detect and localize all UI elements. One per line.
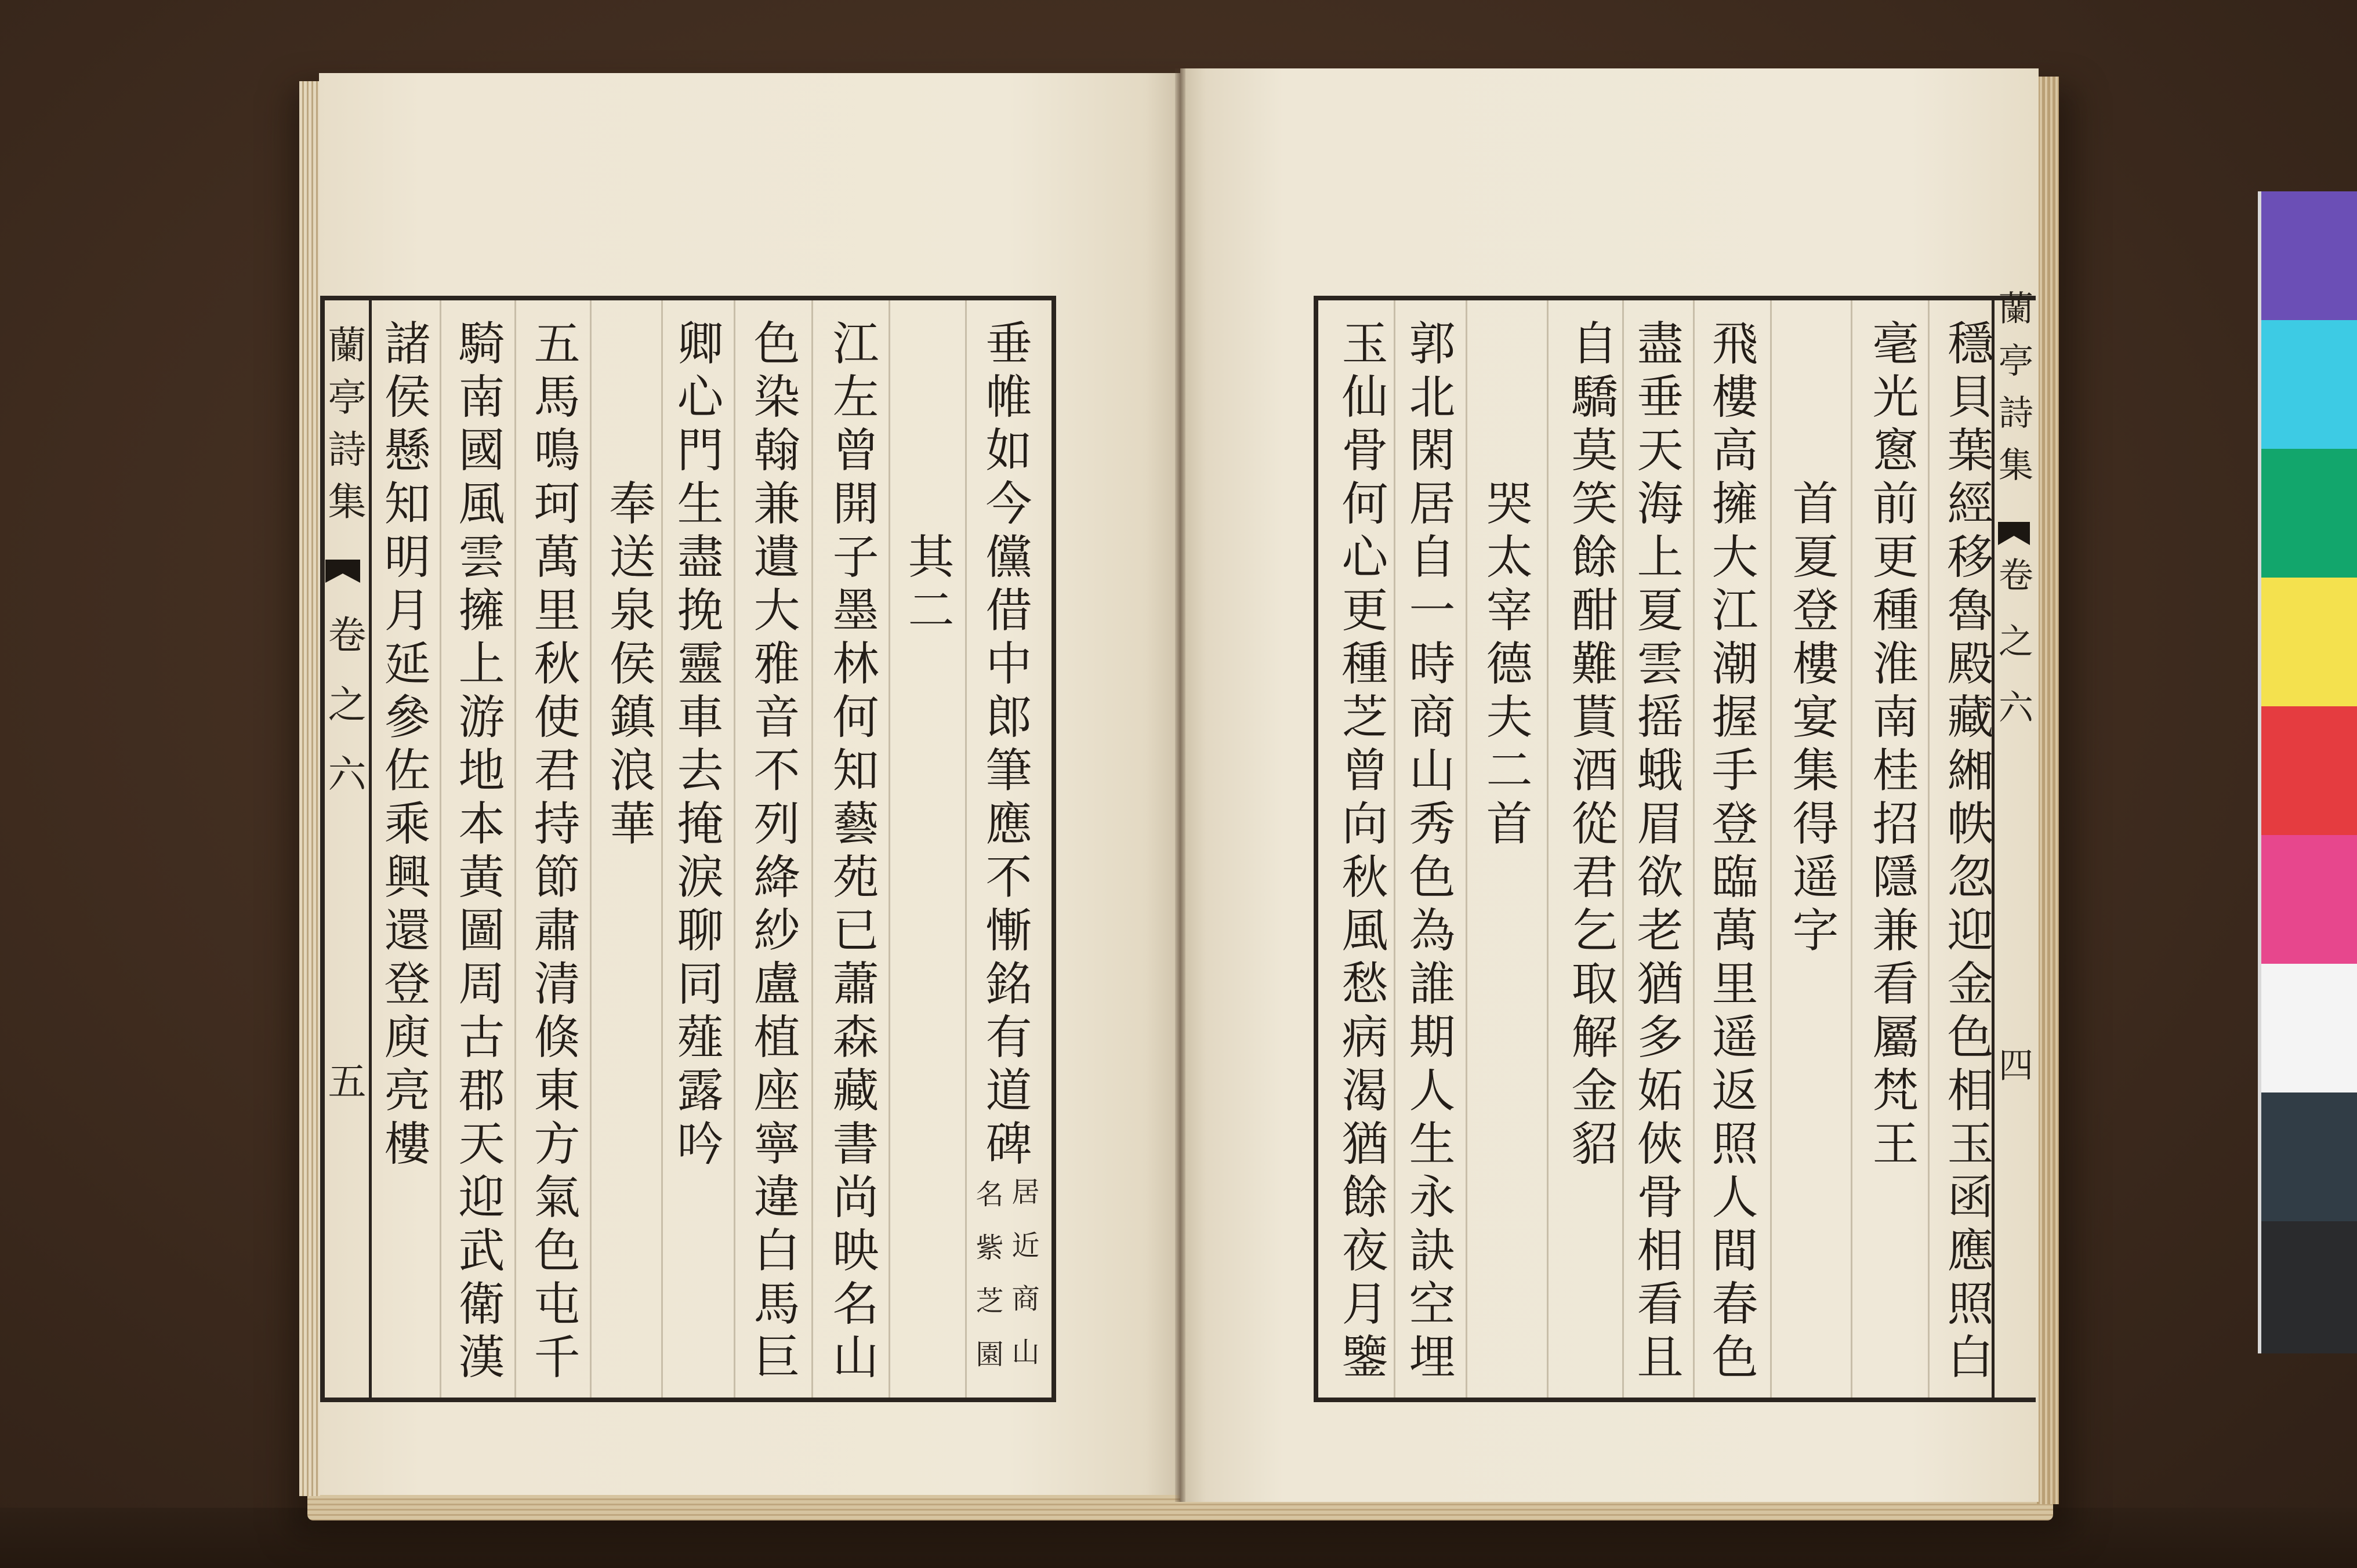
text-column: 盡垂天海上夏雲摇蛾眉欲老猶多妬俠骨相看且 (1629, 319, 1683, 1386)
column-rule (590, 300, 592, 1398)
text-column: 色染翰兼遺大雅音不列絳紗盧植座寧違白馬巨 (746, 319, 800, 1386)
column-rule (1394, 300, 1395, 1398)
right-margin-title: 蘭亭詩集 (1993, 290, 2033, 499)
right-page-number: 四 (1993, 1047, 2033, 1095)
left-page-number: 五 (321, 1061, 366, 1113)
color-patch (2261, 964, 2357, 1092)
frame-right-line (1051, 296, 1056, 1402)
text-column: 垂帷如今儻借中郎筆應不慚銘有道碑 (978, 319, 1032, 1173)
frame-top-line (1314, 296, 2036, 300)
text-column: 毫光窻前更種淮南桂招隱兼看屬梵王 (1865, 319, 1919, 1173)
annotation-column-right: 居近商山 (1007, 1177, 1039, 1391)
color-patch (2261, 706, 2357, 835)
color-patch (2261, 320, 2357, 449)
frame-left-line (1314, 296, 1318, 1402)
margin-column-rule (369, 300, 372, 1398)
text-column: 五馬鳴珂萬里秋使君持節肅清倏東方氣色屯千 (526, 319, 580, 1386)
column-rule (1693, 300, 1695, 1398)
text-column: 自驕莫笑餘酣難貰酒從君乞取解金貂 (1564, 319, 1618, 1173)
text-column: 諸侯懸知明月延參佐乘興還登庾亮樓 (376, 319, 430, 1173)
poem-title: 哭太宰德夫二首 (1478, 479, 1532, 852)
book-gutter-fold (1175, 68, 1185, 1502)
frame-bottom-line (1314, 1398, 2036, 1402)
color-patch (2261, 1092, 2357, 1221)
column-rule (1770, 300, 1772, 1398)
text-column: 郭北閑居自一時商山秀色為誰期人生永訣空埋 (1401, 319, 1455, 1386)
poem-title: 首夏登樓宴集得遥字 (1785, 479, 1839, 959)
annotation-column-left: 名紫芝園 (971, 1179, 1003, 1393)
column-rule (661, 300, 663, 1398)
color-patch (2261, 1221, 2357, 1353)
frame-bottom-line (320, 1398, 1056, 1402)
left-margin-title: 蘭亭詩集 (321, 325, 366, 533)
text-column: 騎南國風雲擁上游地本黃圖周古郡天迎武衛漢 (451, 319, 505, 1386)
page-stack-left (299, 81, 320, 1496)
frame-top-line (320, 296, 1056, 300)
column-rule (514, 300, 516, 1398)
column-rule (1547, 300, 1549, 1398)
column-rule (734, 300, 735, 1398)
text-column: 穩貝葉經移魯殿藏緗帙忽迎金色相玉函應照白 (1939, 319, 1993, 1386)
poem-title: 奉送泉侯鎮浪華 (601, 479, 655, 852)
color-patch (2261, 449, 2357, 578)
color-patch (2261, 191, 2357, 320)
column-rule (811, 300, 813, 1398)
color-calibration-strip (2258, 191, 2357, 1353)
left-margin-volume: 卷之六 (321, 615, 366, 823)
color-patch (2261, 835, 2357, 964)
page-stack-right (2037, 77, 2059, 1504)
text-column: 玉仙骨何心更種芝曾向秋風愁病渴猶餘夜月鑒 (1334, 319, 1388, 1386)
column-rule (1851, 300, 1852, 1398)
color-patch (2261, 578, 2357, 706)
column-rule (1466, 300, 1467, 1398)
column-rule (1928, 300, 1930, 1398)
column-rule (440, 300, 441, 1398)
poem-subtitle: 其二 (900, 532, 954, 639)
text-column: 江左曾開子墨林何知藝苑已蕭森藏書尚映名山 (825, 319, 879, 1386)
column-rule (889, 300, 890, 1398)
column-rule (965, 300, 967, 1398)
right-margin-volume: 卷之六 (1993, 557, 2033, 755)
text-column: 飛樓高擁大江潮握手登臨萬里遥返照人間春色 (1704, 319, 1758, 1386)
column-rule (1622, 300, 1624, 1398)
text-column: 卿心門生盡挽靈車去掩淚聊同薤露吟 (669, 319, 723, 1173)
